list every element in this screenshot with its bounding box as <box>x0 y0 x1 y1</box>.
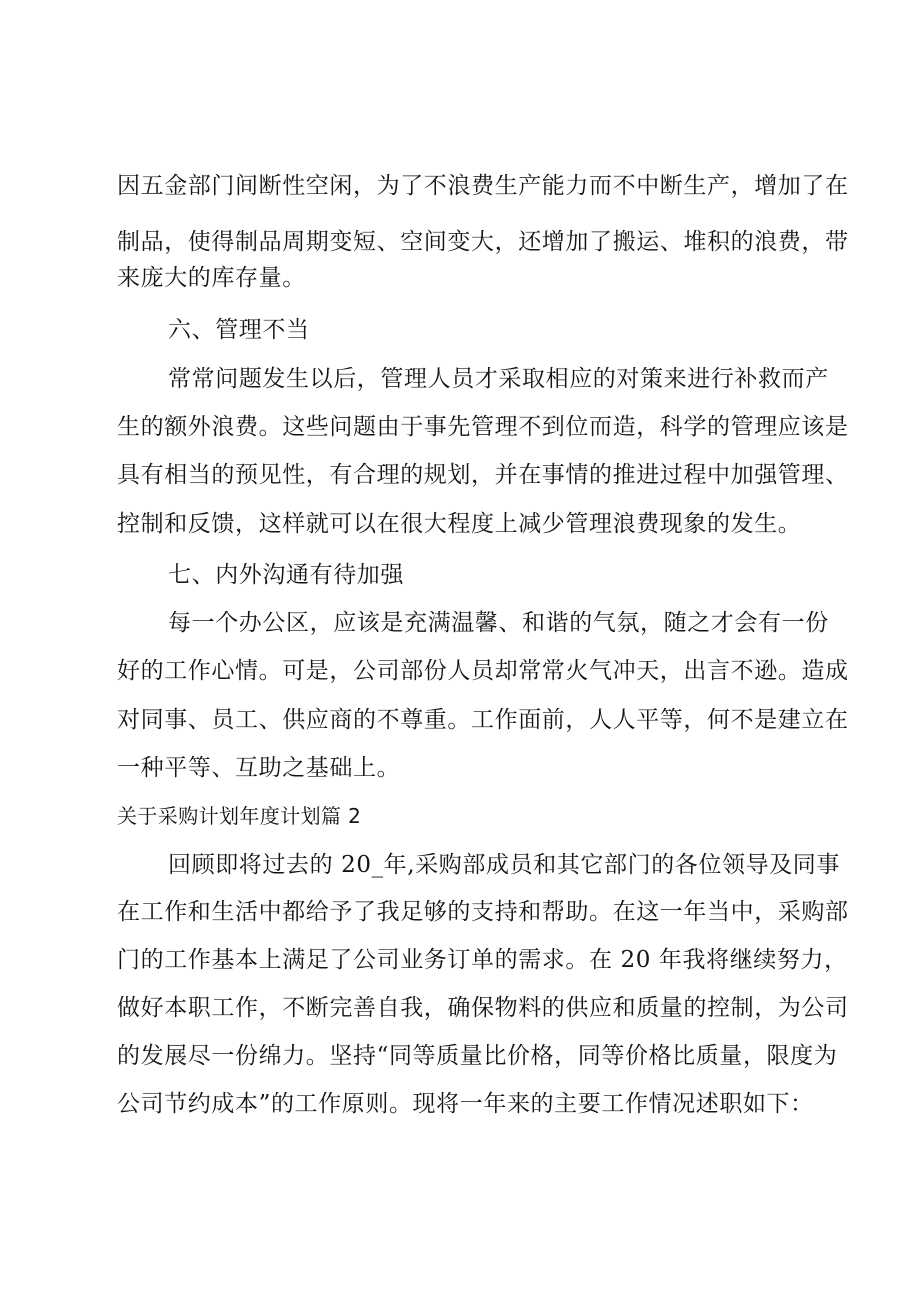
section-heading: 七、内外沟通有待加强 <box>168 562 404 588</box>
paragraph-line: 公司节约成本”的工作原则。现将一年来的主要工作情况述职如下： <box>117 1091 814 1117</box>
paragraph-line: 常常问题发生以后，管理人员才采取相应的对策来进行补救而产 <box>168 366 829 392</box>
paragraph-line: 因五金部门间断性空闲，为了不浪费生产能力而不中断生产，增加了在 <box>117 173 849 199</box>
paragraph-line: 对同事、员工、供应商的不尊重。工作面前，人人平等，何不是建立在 <box>117 707 849 733</box>
paragraph-line: 做好本职工作，不断完善自我，确保物料的供应和质量的控制，为公司 <box>117 995 849 1021</box>
paragraph-line: 的发展尽一份绵力。坚持“同等质量比价格，同等价格比质量，限度为 <box>117 1043 838 1069</box>
section-heading: 六、管理不当 <box>168 317 310 343</box>
paragraph-line: 每一个办公区，应该是充满温馨、和谐的气氛，随之才会有一份 <box>168 610 829 636</box>
document-title: 关于采购计划年度计划篇 2 <box>117 804 362 828</box>
paragraph-line: 一种平等、互助之基础上。 <box>117 755 401 781</box>
paragraph-line: 制品，使得制品周期变短、空间变大，还增加了搬运、堆积的浪费，带 <box>117 229 849 255</box>
paragraph-line: 好的工作心情。可是，公司部份人员却常常火气冲天，出言不逊。造成 <box>117 658 849 684</box>
paragraph-line: 来庞大的库存量。 <box>117 265 306 291</box>
paragraph-line: 生的额外浪费。这些问题由于事先管理不到位而造，科学的管理应该是 <box>117 414 849 440</box>
paragraph-line: 具有相当的预见性，有合理的规划，并在事情的推进过程中加强管理、 <box>117 462 849 488</box>
paragraph-line: 回顾即将过去的 20_年,采购部成员和其它部门的各位领导及同事 <box>168 852 840 878</box>
paragraph-line: 门的工作基本上满足了公司业务订单的需求。在 20 年我将继续努力， <box>117 947 848 973</box>
paragraph-line: 在工作和生活中都给予了我足够的支持和帮助。在这一年当中，采购部 <box>117 899 849 925</box>
paragraph-line: 控制和反馈，这样就可以在很大程度上减少管理浪费现象的发生。 <box>117 511 802 537</box>
